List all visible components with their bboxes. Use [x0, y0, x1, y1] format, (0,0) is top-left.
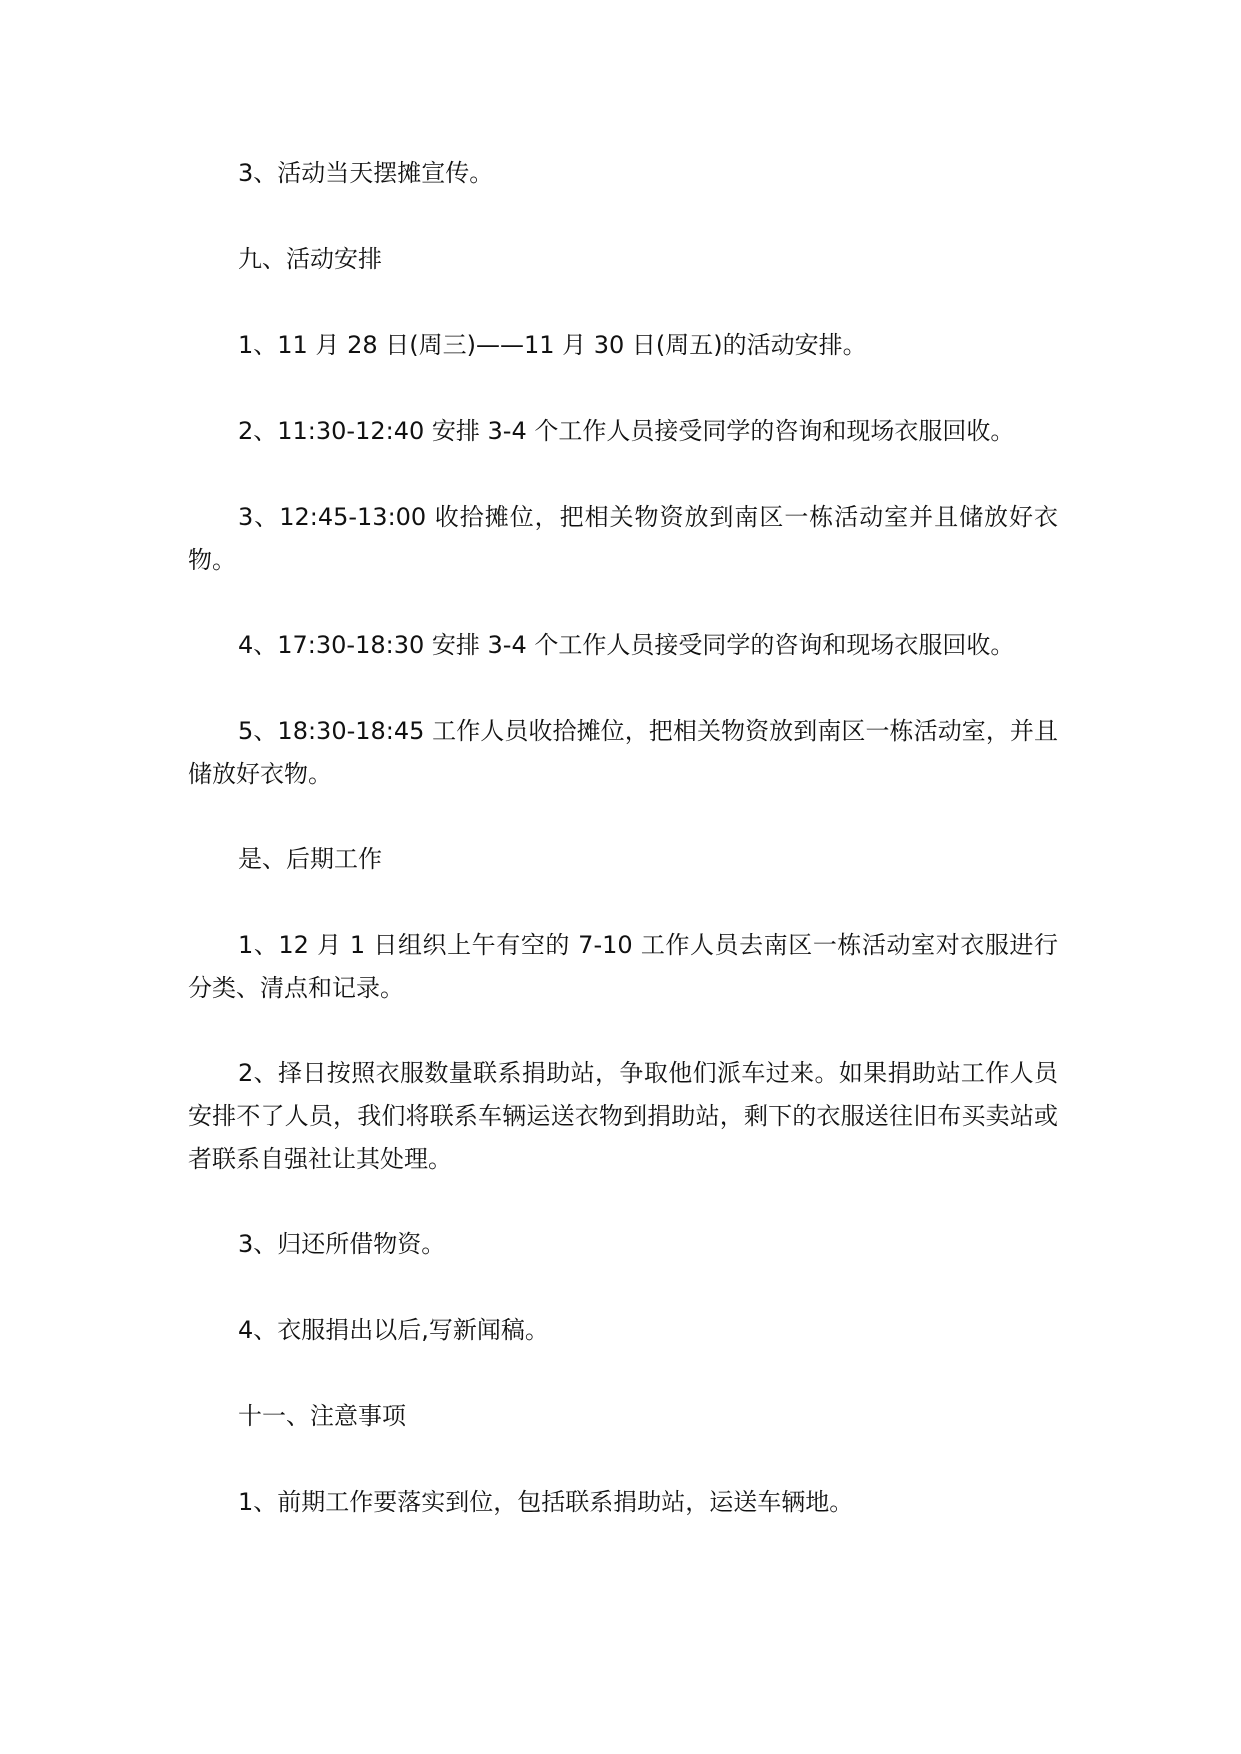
paragraph-4: 2、11:30-12:40 安排 3-4 个工作人员接受同学的咨询和现场衣服回收。	[238, 417, 1015, 445]
section-heading-activity-arrangement: 九、活动安排	[238, 245, 382, 273]
paragraph-7: 5、18:30-18:45 工作人员收拾摊位，把相关物资放到南区一栋活动室，并且储放好衣物。	[188, 717, 1058, 788]
paragraph-12: 4、衣服捐出以后,写新闻稿。	[238, 1316, 549, 1344]
paragraph-9: 1、12 月 1 日组织上午有空的 7-10 工作人员去南区一栋活动室对衣服进行分类、清点和记录。	[188, 931, 1058, 1002]
section-heading-notes: 十一、注意事项	[238, 1402, 406, 1430]
paragraph-10: 2、择日按照衣服数量联系捐助站，争取他们派车过来。如果捐助站工作人员安排不了人员，我们将联系车辆运送衣物到捐助站，剩下的衣服送往旧布买卖站或者联系自强社让其处理。	[188, 1059, 1058, 1173]
paragraph-11: 3、归还所借物资。	[238, 1230, 446, 1258]
document-page	[188, 0, 1058, 1754]
paragraph-14: 1、前期工作要落实到位，包括联系捐助站，运送车辆地。	[238, 1488, 854, 1516]
paragraph-6: 4、17:30-18:30 安排 3-4 个工作人员接受同学的咨询和现场衣服回收。	[238, 631, 1015, 659]
paragraph-5: 3、12:45-13:00 收拾摊位，把相关物资放到南区一栋活动室并且储放好衣物。	[188, 503, 1058, 574]
paragraph-1: 3、活动当天摆摊宣传。	[238, 159, 494, 187]
section-heading-later-work: 是、后期工作	[238, 845, 382, 873]
paragraph-3: 1、11 月 28 日(周三)——11 月 30 日(周五)的活动安排。	[238, 331, 867, 359]
